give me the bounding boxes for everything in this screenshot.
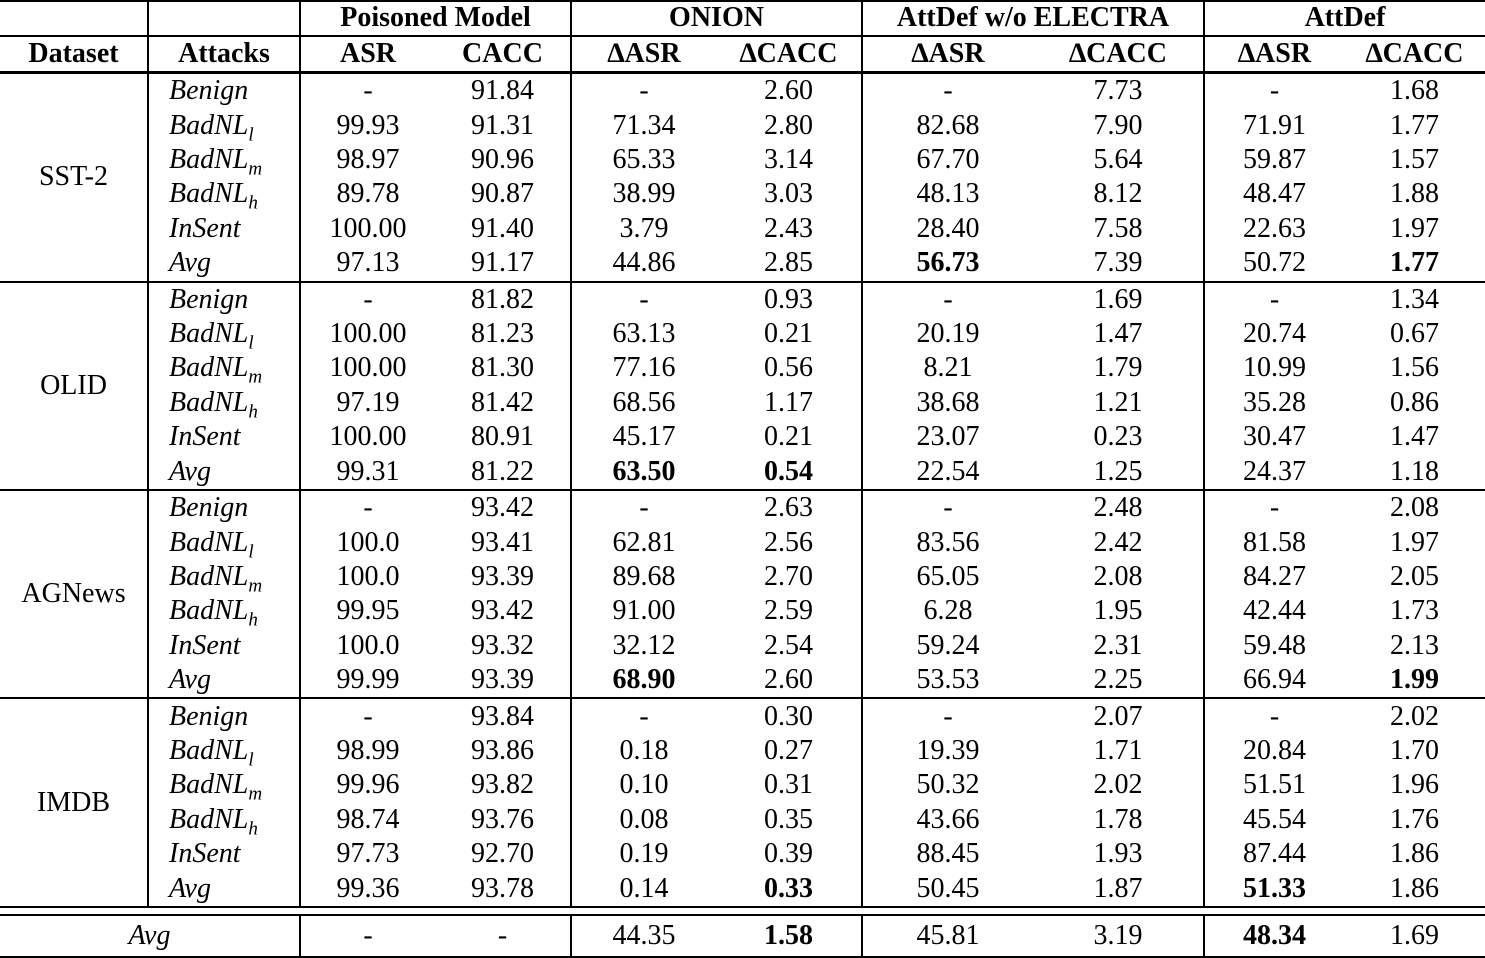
overall-average-row: [0, 915, 1485, 957]
value-cell: 93.86: [435, 734, 571, 768]
value-cell: 1.77: [1390, 109, 1439, 141]
value-cell: 93.84: [435, 698, 571, 733]
value-cell: 1.25: [1033, 455, 1204, 490]
value-cell: 93.42: [435, 594, 571, 628]
column-header-asr: ASR: [300, 36, 435, 73]
value-cell: -: [435, 915, 571, 957]
value-cell: 1.56: [1390, 352, 1439, 384]
attack-subscript: m: [248, 367, 263, 386]
value-cell: 42.44: [1243, 595, 1306, 627]
value-cell: 1.95: [1033, 594, 1204, 628]
value-cell: 1.47: [1390, 421, 1439, 453]
value-cell: 8.21: [923, 352, 973, 384]
attack-cell: Benign: [148, 282, 300, 317]
value-cell: 6.28: [923, 595, 973, 627]
value-cell: 2.54: [716, 629, 862, 663]
value-cell: 93.39: [435, 663, 571, 698]
value-cell: 23.07: [916, 421, 980, 453]
value-cell: 1.68: [1390, 75, 1439, 107]
attack-cell: BadNL$_m$: [148, 143, 300, 177]
value-cell: 59.87: [1243, 143, 1306, 175]
attack-cell: BadNL$_m$: [148, 351, 300, 385]
table-row: [0, 455, 1485, 490]
value-cell: 1.99: [1344, 663, 1485, 698]
value-cell: 65.05: [916, 560, 980, 592]
value-cell: 88.45: [916, 838, 980, 870]
value-cell: 100.00: [329, 212, 407, 244]
value-cell: 0.31: [716, 768, 862, 802]
value-cell: 2.07: [1033, 698, 1204, 733]
value-cell: 97.73: [336, 838, 400, 870]
column-header-dasr: ∆ASR: [1204, 36, 1344, 73]
value-cell: 2.56: [716, 525, 862, 559]
column-header-attacks: Attacks: [148, 36, 300, 73]
value-cell: 97.19: [336, 386, 400, 418]
value-cell: 3.14: [716, 143, 862, 177]
value-cell: 97.13: [300, 246, 435, 281]
value-cell: 63.50: [571, 455, 716, 490]
value-cell: 1.77: [1344, 246, 1485, 281]
value-cell: 1.96: [1390, 769, 1439, 801]
attack-cell: BadNL$_l$: [148, 525, 300, 559]
value-cell: 30.47: [1243, 421, 1306, 453]
value-cell: 1.57: [1390, 143, 1439, 175]
attack-subscript: l: [248, 332, 254, 352]
value-cell: 20.84: [1243, 734, 1306, 766]
value-cell: 84.27: [1243, 560, 1306, 592]
value-cell: 0.54: [716, 455, 862, 490]
value-cell: 2.08: [1033, 560, 1204, 594]
value-cell: 8.12: [1033, 177, 1204, 211]
group-header-attdef-wo-electra: AttDef w/o ELECTRA: [862, 1, 1204, 36]
value-cell: 99.31: [300, 455, 435, 490]
empty-header-cell: [148, 1, 300, 36]
value-cell: 0.86: [1390, 386, 1439, 418]
value-cell: 93.76: [435, 803, 571, 837]
value-cell: 7.73: [1033, 73, 1204, 109]
attack-cell: InSent: [148, 629, 300, 663]
attack-cell: BadNL$_l$: [148, 734, 300, 768]
value-cell: 100.00: [329, 421, 407, 453]
value-cell: 2.25: [1033, 663, 1204, 698]
value-cell: 20.19: [916, 318, 980, 350]
value-cell: 1.17: [716, 386, 862, 420]
value-cell: 7.90: [1033, 108, 1204, 142]
value-cell: 0.21: [716, 420, 862, 454]
value-cell: 2.31: [1033, 629, 1204, 663]
value-cell: 1.97: [1390, 526, 1439, 558]
value-cell: 0.35: [716, 803, 862, 837]
value-cell: 1.21: [1033, 386, 1204, 420]
value-cell: 1.93: [1033, 837, 1204, 871]
value-cell: 1.78: [1033, 803, 1204, 837]
value-cell: 38.68: [916, 386, 980, 418]
value-cell: 93.78: [435, 871, 571, 907]
value-cell: 1.58: [716, 915, 862, 957]
attack-subscript: h: [248, 192, 258, 212]
value-cell: 92.70: [435, 837, 571, 871]
attack-cell: BadNL$_l$: [148, 317, 300, 351]
value-cell: 2.60: [716, 73, 862, 109]
value-cell: 35.28: [1243, 386, 1306, 418]
value-cell: 5.64: [1033, 143, 1204, 177]
value-cell: 81.23: [435, 317, 571, 351]
value-cell: 45.17: [612, 421, 676, 453]
value-cell: 2.13: [1390, 629, 1439, 661]
value-cell: 59.48: [1243, 629, 1306, 661]
column-header-row: [0, 36, 1485, 73]
value-cell: 91.84: [435, 73, 571, 109]
value-cell: 91.31: [435, 108, 571, 142]
attack-cell: Benign: [148, 73, 300, 109]
value-cell: 43.66: [916, 803, 980, 835]
attack-cell: InSent: [148, 837, 300, 871]
value-cell: 2.63: [716, 490, 862, 525]
value-cell: 83.56: [916, 526, 980, 558]
attack-cell: Avg: [148, 246, 300, 281]
attack-subscript: h: [248, 609, 258, 629]
attack-subscript: h: [248, 401, 258, 421]
value-cell: 89.78: [336, 178, 400, 210]
value-cell: 0.19: [619, 838, 669, 870]
table-row: [0, 734, 1485, 768]
table-row: [0, 525, 1485, 559]
attack-subscript: h: [248, 818, 258, 838]
value-cell: 48.34: [1204, 915, 1344, 957]
value-cell: 89.68: [612, 560, 676, 592]
attack-cell: Avg: [148, 663, 300, 698]
table-row: [0, 803, 1485, 837]
attack-cell: BadNL$_h$: [148, 803, 300, 837]
value-cell: 98.99: [336, 734, 400, 766]
attack-subscript: m: [248, 783, 263, 803]
value-cell: -: [1269, 283, 1280, 315]
table-row: [0, 73, 1485, 109]
value-cell: -: [1269, 700, 1280, 732]
value-cell: 1.70: [1390, 734, 1439, 766]
attack-cell: InSent: [148, 420, 300, 454]
value-cell: 0.21: [716, 317, 862, 351]
value-cell: 2.80: [716, 108, 862, 142]
value-cell: 91.17: [435, 246, 571, 281]
value-cell: 45.81: [862, 915, 1033, 957]
value-cell: 3.19: [1033, 915, 1204, 957]
attack-cell: Avg: [148, 871, 300, 907]
value-cell: 81.30: [435, 351, 571, 385]
value-cell: -: [363, 700, 373, 732]
value-cell: 45.54: [1243, 803, 1306, 835]
value-cell: 44.86: [571, 246, 716, 281]
dataset-cell: SST-2: [0, 73, 148, 282]
table-row: [0, 351, 1485, 385]
table-row: [0, 560, 1485, 594]
column-header-dcacc: ∆CACC: [716, 36, 862, 73]
value-cell: 93.32: [435, 629, 571, 663]
value-cell: 67.70: [916, 143, 980, 175]
value-cell: 100.0: [336, 629, 400, 661]
value-cell: 0.27: [716, 734, 862, 768]
value-cell: 1.86: [1344, 871, 1485, 907]
value-cell: -: [943, 283, 953, 315]
table-body: [0, 73, 1485, 908]
value-cell: 100.0: [336, 526, 400, 558]
attack-cell: BadNL$_m$: [148, 560, 300, 594]
attack-cell: BadNL$_m$: [148, 768, 300, 802]
value-cell: 98.97: [336, 143, 400, 175]
table-row: [0, 837, 1485, 871]
value-cell: 3.79: [619, 212, 669, 244]
value-cell: 0.39: [716, 837, 862, 871]
column-header-cacc: CACC: [435, 36, 571, 73]
value-cell: 0.56: [716, 351, 862, 385]
value-cell: 51.51: [1243, 769, 1306, 801]
dataset-cell: AGNews: [0, 490, 148, 698]
value-cell: 91.40: [435, 212, 571, 246]
value-cell: 10.99: [1243, 352, 1306, 384]
table-footer: [0, 907, 1485, 957]
value-cell: 2.05: [1390, 560, 1439, 592]
value-cell: 0.93: [716, 282, 862, 317]
value-cell: 81.22: [435, 455, 571, 490]
value-cell: 0.10: [619, 769, 669, 801]
value-cell: 81.42: [435, 386, 571, 420]
group-header-attdef: AttDef: [1204, 1, 1485, 36]
table-row: [0, 212, 1485, 246]
value-cell: -: [639, 283, 649, 315]
value-cell: -: [1269, 75, 1280, 107]
value-cell: 38.99: [612, 178, 676, 210]
value-cell: 63.13: [612, 318, 676, 350]
value-cell: 65.33: [612, 143, 676, 175]
empty-header-cell: [0, 1, 148, 36]
value-cell: -: [943, 700, 953, 732]
value-cell: 99.93: [336, 109, 400, 141]
value-cell: 51.33: [1204, 871, 1344, 907]
value-cell: 3.03: [716, 177, 862, 211]
value-cell: 7.39: [1033, 246, 1204, 281]
value-cell: 1.71: [1033, 734, 1204, 768]
value-cell: 48.13: [916, 178, 980, 210]
table-row: [0, 871, 1485, 907]
value-cell: 81.82: [435, 282, 571, 317]
attack-cell: BadNL$_h$: [148, 386, 300, 420]
value-cell: 44.35: [571, 915, 716, 957]
value-cell: 50.72: [1204, 246, 1344, 281]
value-cell: 68.56: [612, 386, 676, 418]
value-cell: 0.08: [619, 803, 669, 835]
value-cell: 93.42: [435, 490, 571, 525]
value-cell: 93.39: [435, 560, 571, 594]
double-rule-gap: [0, 907, 1485, 915]
table-row: [0, 143, 1485, 177]
value-cell: 7.58: [1033, 212, 1204, 246]
value-cell: 50.45: [862, 871, 1033, 907]
value-cell: 81.58: [1243, 526, 1306, 558]
attack-subscript: l: [248, 541, 254, 560]
value-cell: 100.00: [329, 318, 407, 350]
value-cell: -: [639, 75, 649, 107]
value-cell: 0.67: [1390, 318, 1439, 350]
overall-average-label: Avg: [0, 915, 300, 957]
value-cell: 1.47: [1033, 317, 1204, 351]
attack-cell: BadNL$_h$: [148, 177, 300, 211]
attack-cell: Avg: [148, 455, 300, 490]
value-cell: 71.91: [1243, 109, 1306, 141]
value-cell: 2.08: [1390, 492, 1439, 524]
value-cell: 1.34: [1390, 283, 1439, 315]
dataset-cell: IMDB: [0, 698, 148, 907]
column-header-dasr: ∆ASR: [862, 36, 1033, 73]
value-cell: -: [639, 492, 649, 524]
value-cell: 2.70: [716, 560, 862, 594]
value-cell: 71.34: [612, 109, 676, 141]
value-cell: 1.86: [1390, 838, 1439, 870]
attack-cell: InSent: [148, 212, 300, 246]
table-row: [0, 629, 1485, 663]
table-row: [0, 282, 1485, 317]
column-header-dcacc: ∆CACC: [1344, 36, 1485, 73]
value-cell: 93.41: [435, 525, 571, 559]
table-row: [0, 663, 1485, 698]
double-rule-gap-cell: [0, 907, 1485, 915]
table-row: [0, 420, 1485, 454]
value-cell: 80.91: [435, 420, 571, 454]
value-cell: -: [943, 492, 953, 524]
column-header-dasr: ∆ASR: [571, 36, 716, 73]
attack-subscript: l: [248, 124, 254, 143]
value-cell: 19.39: [916, 734, 980, 766]
column-header-dcacc: ∆CACC: [1033, 36, 1204, 73]
value-cell: 62.81: [612, 526, 676, 558]
group-header-poisoned-model: Poisoned Model: [300, 1, 571, 36]
value-cell: 1.97: [1390, 212, 1439, 244]
value-cell: 1.88: [1390, 178, 1439, 210]
value-cell: 90.96: [435, 143, 571, 177]
value-cell: -: [639, 700, 649, 732]
group-header-onion: ONION: [571, 1, 862, 36]
value-cell: -: [300, 915, 435, 957]
value-cell: 68.90: [571, 663, 716, 698]
value-cell: 0.33: [716, 871, 862, 907]
value-cell: 2.60: [716, 663, 862, 698]
value-cell: 2.59: [716, 594, 862, 628]
value-cell: 2.42: [1033, 525, 1204, 559]
value-cell: -: [363, 75, 373, 107]
value-cell: 99.95: [336, 595, 400, 627]
value-cell: 90.87: [435, 177, 571, 211]
table-row: [0, 594, 1485, 628]
attack-subscript: m: [248, 158, 263, 178]
value-cell: 28.40: [916, 212, 980, 244]
table-row: [0, 317, 1485, 351]
value-cell: 20.74: [1243, 318, 1306, 350]
value-cell: 2.02: [1033, 768, 1204, 802]
value-cell: 2.48: [1033, 490, 1204, 525]
value-cell: 48.47: [1243, 178, 1306, 210]
column-header-dataset: Dataset: [0, 36, 148, 73]
value-cell: -: [943, 75, 953, 107]
value-cell: 1.76: [1390, 803, 1439, 835]
value-cell: -: [1269, 492, 1280, 524]
value-cell: 100.00: [329, 352, 407, 384]
value-cell: 50.32: [916, 769, 980, 801]
value-cell: 87.44: [1243, 838, 1306, 870]
value-cell: 2.85: [716, 246, 862, 281]
attack-cell: BadNL$_l$: [148, 108, 300, 142]
value-cell: 1.79: [1033, 351, 1204, 385]
value-cell: 0.30: [716, 698, 862, 733]
table-row: [0, 246, 1485, 281]
table-header: [0, 1, 1485, 73]
table-row: [0, 768, 1485, 802]
value-cell: 24.37: [1204, 455, 1344, 490]
value-cell: 66.94: [1204, 663, 1344, 698]
value-cell: 93.82: [435, 768, 571, 802]
value-cell: 100.0: [336, 560, 400, 592]
value-cell: 77.16: [612, 352, 676, 384]
value-cell: 2.02: [1390, 700, 1439, 732]
value-cell: 91.00: [612, 595, 676, 627]
table-row: [0, 177, 1485, 211]
attack-cell: Benign: [148, 698, 300, 733]
value-cell: 56.73: [862, 246, 1033, 281]
attack-cell: BadNL$_h$: [148, 594, 300, 628]
value-cell: 82.68: [916, 109, 980, 141]
value-cell: 22.54: [862, 455, 1033, 490]
value-cell: 98.74: [336, 803, 400, 835]
table-row: [0, 108, 1485, 142]
value-cell: 22.63: [1243, 212, 1306, 244]
value-cell: 0.18: [619, 734, 669, 766]
attack-subscript: m: [248, 575, 263, 595]
value-cell: 99.96: [336, 769, 400, 801]
value-cell: 1.73: [1390, 595, 1439, 627]
value-cell: 1.69: [1344, 915, 1485, 957]
value-cell: 53.53: [862, 663, 1033, 698]
value-cell: 1.18: [1344, 455, 1485, 490]
table-row: [0, 698, 1485, 733]
table-row: [0, 490, 1485, 525]
value-cell: 99.99: [300, 663, 435, 698]
value-cell: 1.87: [1033, 871, 1204, 907]
table-row: [0, 386, 1485, 420]
value-cell: 99.36: [300, 871, 435, 907]
value-cell: 2.43: [716, 212, 862, 246]
value-cell: 0.23: [1033, 420, 1204, 454]
dataset-cell: OLID: [0, 282, 148, 490]
value-cell: -: [363, 492, 373, 524]
value-cell: 32.12: [612, 629, 676, 661]
value-cell: 1.69: [1033, 282, 1204, 317]
group-header-row: [0, 1, 1485, 36]
value-cell: 0.14: [571, 871, 716, 907]
attack-cell: Benign: [148, 490, 300, 525]
value-cell: -: [363, 283, 373, 315]
value-cell: 59.24: [916, 629, 980, 661]
attack-subscript: l: [248, 749, 254, 769]
